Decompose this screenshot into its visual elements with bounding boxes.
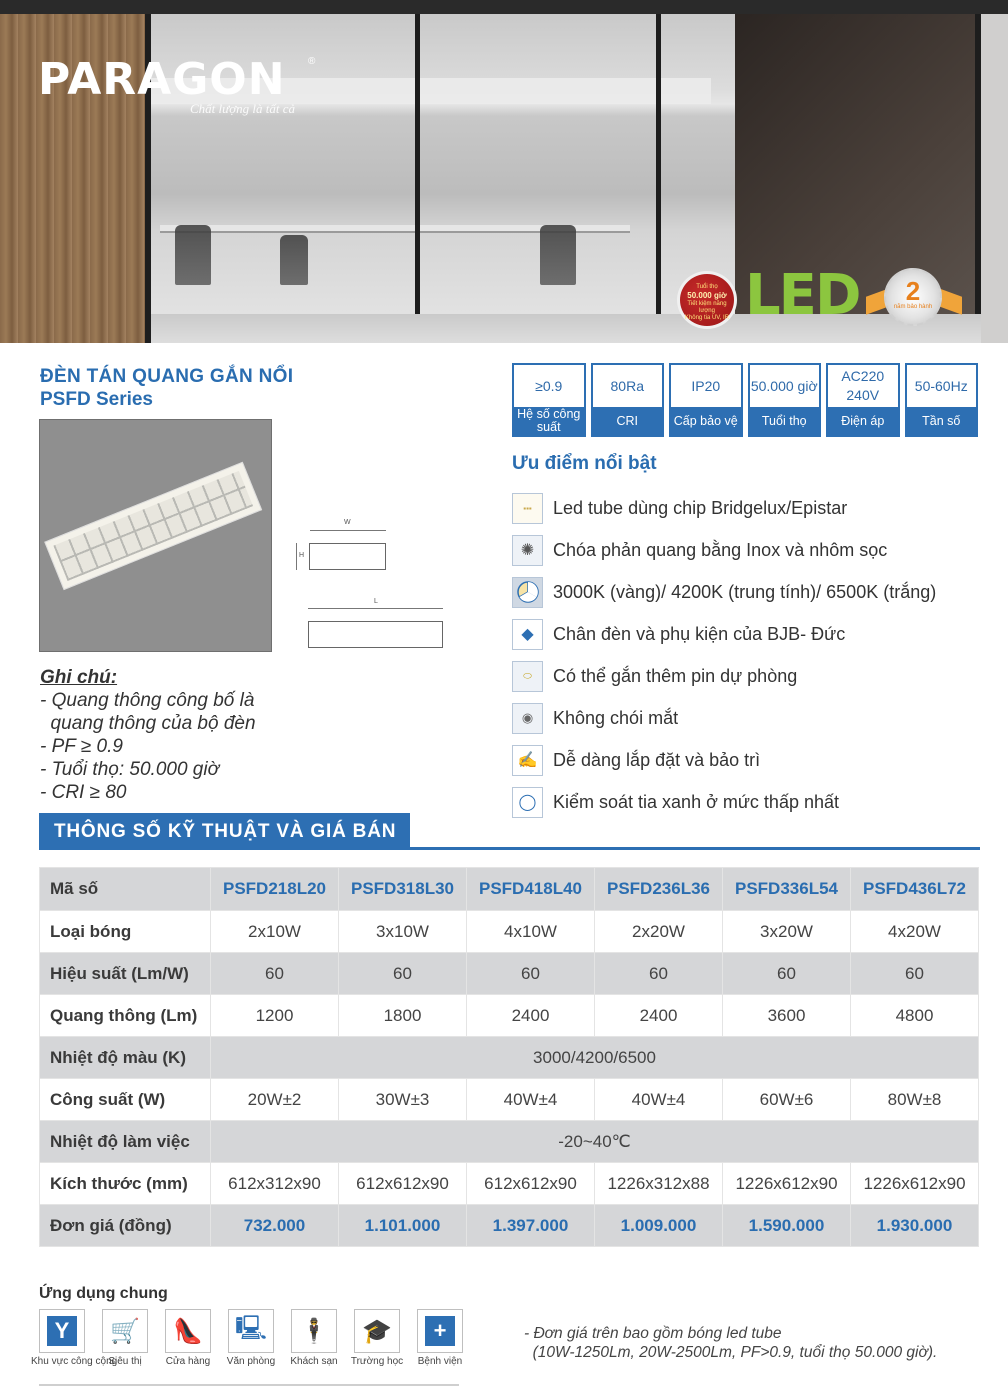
notes-list <box>40 689 256 804</box>
spec-boxes <box>512 363 978 437</box>
table-cell: 2400 <box>467 995 595 1037</box>
blue-light-icon: ◯ <box>512 787 543 818</box>
table-cell: 1226x612x90 <box>851 1163 979 1205</box>
table-cell: 20W±2 <box>211 1079 339 1121</box>
row-header: Mã số <box>40 868 211 911</box>
application-label: Khu vực công cộng <box>31 1356 118 1367</box>
note-line: - CRI ≥ 80 <box>40 782 127 803</box>
led-mark: LED <box>745 263 860 328</box>
advantage-item <box>512 655 936 697</box>
section-header-specs: THÔNG SỐ KỸ THUẬT VÀ GIÁ BÁN <box>39 813 410 849</box>
computer-icon: 🖳 <box>228 1309 274 1353</box>
model-code: PSFD218L20 <box>211 868 339 911</box>
row-header: Nhiệt độ màu (K) <box>40 1037 211 1079</box>
table-cell: 3x20W <box>723 911 851 953</box>
advantage-text: Led tube dùng chip Bridgelux/Epistar <box>553 497 848 518</box>
brand-tagline: Chất lượng là tất cả <box>190 101 296 116</box>
registered-mark: ® <box>308 56 316 67</box>
lifetime-sticker <box>677 271 737 329</box>
spec-ip-rating <box>669 363 743 437</box>
sticker-line: Không tia UV, IR <box>684 315 730 322</box>
height-dimension-line <box>296 543 297 570</box>
glass-mullion <box>415 14 420 314</box>
height-label: H <box>299 552 305 559</box>
row-header: Quang thông (Lm) <box>40 995 211 1037</box>
application-item <box>291 1309 337 1367</box>
spec-value: AC220 240V <box>828 365 898 407</box>
row-header: Đơn giá (đồng) <box>40 1205 211 1247</box>
public-area-icon: Y <box>39 1309 85 1353</box>
table-cell: 3x10W <box>339 911 467 953</box>
troffer-lamp <box>44 462 262 590</box>
table-cell: 80W±8 <box>851 1079 979 1121</box>
spec-label: Tuổi thọ <box>750 407 820 435</box>
high-heel-icon: 👠 <box>165 1309 211 1353</box>
advantage-item <box>512 739 936 781</box>
brand-logo: PARAGON <box>38 54 286 105</box>
price-footnote <box>524 1324 937 1362</box>
length-dimension-line <box>308 608 443 609</box>
footnote-line: - Đơn giá trên bao gồm bóng led tube <box>524 1325 782 1342</box>
spec-cri <box>591 363 665 437</box>
sticker-line: Tuổi thọ <box>696 284 718 290</box>
table-cell: 4x20W <box>851 911 979 953</box>
section-divider <box>39 847 980 850</box>
graduation-cap-icon: 🎓 <box>354 1309 400 1353</box>
louver-grid <box>53 471 253 581</box>
advantage-item <box>512 529 936 571</box>
table-row <box>40 1163 979 1205</box>
warranty-badge <box>884 268 942 326</box>
table-cell: 2400 <box>595 995 723 1037</box>
width-dimension-line <box>310 530 386 531</box>
chair <box>280 235 308 285</box>
table-cell: 60 <box>467 953 595 995</box>
warranty-text: năm bảo hành <box>893 304 933 310</box>
advantages-list <box>512 487 936 823</box>
chair <box>540 225 576 285</box>
row-header: Nhiệt độ làm việc <box>40 1121 211 1163</box>
table-cell: 2x20W <box>595 911 723 953</box>
advantage-item <box>512 487 936 529</box>
spec-power-factor <box>512 363 586 437</box>
spec-value: 50.000 giờ <box>750 365 820 407</box>
shopping-cart-icon: 🛒 <box>102 1309 148 1353</box>
table-cell: 1226x312x88 <box>595 1163 723 1205</box>
advantage-text: Có thể gắn thêm pin dự phòng <box>553 665 798 686</box>
reflector-icon: ✺ <box>512 535 543 566</box>
price-cell: 732.000 <box>211 1205 339 1247</box>
table-cell: 40W±4 <box>595 1079 723 1121</box>
ceiling <box>0 0 1008 14</box>
application-label: Siêu thị <box>108 1356 142 1367</box>
footnote-line: (10W-1250Lm, 20W-2500Lm, PF>0.9, tuổi thọ 50.000 giờ). <box>524 1344 938 1361</box>
eye-icon: ◉ <box>512 703 543 734</box>
table-row <box>40 995 979 1037</box>
chair <box>175 225 211 285</box>
price-cell: 1.397.000 <box>467 1205 595 1247</box>
right-frame <box>981 14 1008 343</box>
led-chip-icon: ▪▪▪ <box>512 493 543 524</box>
model-code: PSFD236L36 <box>595 868 723 911</box>
row-header: Loại bóng <box>40 911 211 953</box>
spec-value: 80Ra <box>593 365 663 407</box>
price-cell: 1.590.000 <box>723 1205 851 1247</box>
row-header: Kích thước (mm) <box>40 1163 211 1205</box>
spec-label: Cấp bảo vệ <box>671 407 741 435</box>
application-label: Bệnh viện <box>417 1356 463 1367</box>
table-row <box>40 1037 979 1079</box>
spec-label: CRI <box>593 407 663 435</box>
product-photo <box>39 419 272 652</box>
table-cell: 612x612x90 <box>467 1163 595 1205</box>
spec-lifetime <box>748 363 822 437</box>
table-cell: 1200 <box>211 995 339 1037</box>
product-series: PSFD Series <box>40 389 153 410</box>
table-cell: 4800 <box>851 995 979 1037</box>
application-item <box>228 1309 274 1367</box>
applications-title: Ứng dụng chung <box>39 1285 168 1302</box>
table-cell-merged: 3000/4200/6500 <box>211 1037 979 1079</box>
row-header: Hiệu suất (Lm/W) <box>40 953 211 995</box>
spec-value: 50-60Hz <box>907 365 977 407</box>
application-label: Khách sạn <box>290 1356 338 1367</box>
advantages-title: Ưu điểm nổi bật <box>512 453 657 474</box>
advantage-item <box>512 781 936 823</box>
table-cell: 4x10W <box>467 911 595 953</box>
spec-label: Điện áp <box>828 407 898 435</box>
width-label: W <box>344 519 351 526</box>
price-cell: 1.930.000 <box>851 1205 979 1247</box>
table-cell: 1226x612x90 <box>723 1163 851 1205</box>
notes-title: Ghi chú: <box>40 667 118 688</box>
table-cell: 2x10W <box>211 911 339 953</box>
application-item <box>102 1309 148 1367</box>
note-line: - Quang thông công bố là <box>40 690 255 711</box>
table-cell: 60W±6 <box>723 1079 851 1121</box>
row-header: Công suất (W) <box>40 1079 211 1121</box>
application-item <box>31 1309 118 1367</box>
advantage-item <box>512 697 936 739</box>
spec-label: Tần số <box>907 407 977 435</box>
table-cell: 3600 <box>723 995 851 1037</box>
table-cell-merged: -20~40℃ <box>211 1121 979 1163</box>
spec-value: ≥0.9 <box>514 365 584 407</box>
table-cell: 612x612x90 <box>339 1163 467 1205</box>
width-profile-box <box>309 543 386 570</box>
spec-frequency <box>905 363 979 437</box>
hero-banner <box>0 0 1008 343</box>
table-cell: 1800 <box>339 995 467 1037</box>
application-item <box>417 1309 463 1367</box>
table-row <box>40 1121 979 1163</box>
advantage-item <box>512 571 936 613</box>
application-item <box>350 1309 404 1367</box>
advantage-text: Chóa phản quang bằng Inox và nhôm sọc <box>553 539 888 560</box>
glass-mullion <box>656 14 661 314</box>
table-row <box>40 911 979 953</box>
hospital-cross-icon: + <box>417 1309 463 1353</box>
table-cell: 60 <box>211 953 339 995</box>
waiter-icon: 🕴 <box>291 1309 337 1353</box>
sticker-line: Tiết kiệm năng lượng <box>687 300 727 314</box>
diamond-icon: ◆ <box>512 619 543 650</box>
application-label: Văn phòng <box>226 1356 276 1367</box>
model-code: PSFD418L40 <box>467 868 595 911</box>
advantage-text: Không chói mắt <box>553 707 679 728</box>
table-cell: 612x312x90 <box>211 1163 339 1205</box>
advantage-text: Kiểm soát tia xanh ở mức thấp nhất <box>553 791 839 812</box>
model-code: PSFD436L72 <box>851 868 979 911</box>
application-label: Cửa hàng <box>165 1356 211 1367</box>
spec-voltage <box>826 363 900 437</box>
product-title: ĐÈN TÁN QUANG GẮN NỔI <box>40 366 294 387</box>
table-header-row <box>40 868 979 911</box>
spec-price-table <box>39 867 979 1247</box>
length-label: L <box>374 598 378 605</box>
length-profile-box <box>308 621 443 648</box>
note-line: - Tuổi thọ: 50.000 giờ <box>40 759 220 780</box>
warranty-years: 2 <box>905 276 921 306</box>
application-item <box>165 1309 211 1367</box>
note-line: - PF ≥ 0.9 <box>40 736 123 757</box>
price-cell: 1.009.000 <box>595 1205 723 1247</box>
sticker-hours: 50.000 giờ <box>687 291 727 301</box>
table-row-price <box>40 1205 979 1247</box>
emergency-battery-icon: ⬭ <box>512 661 543 692</box>
note-line: quang thông của bộ đèn <box>40 713 256 734</box>
table-cell: 40W±4 <box>467 1079 595 1121</box>
table-row <box>40 953 979 995</box>
table-row <box>40 1079 979 1121</box>
advantage-text: Chân đèn và phụ kiện của BJB- Đức <box>553 623 846 644</box>
spec-label: Hệ số công suất <box>514 407 584 435</box>
table-cell: 60 <box>723 953 851 995</box>
applications-list <box>31 1309 463 1367</box>
price-cell: 1.101.000 <box>339 1205 467 1247</box>
table-cell: 30W±3 <box>339 1079 467 1121</box>
advantage-item <box>512 613 936 655</box>
table-cell: 60 <box>595 953 723 995</box>
spec-value: IP20 <box>671 365 741 407</box>
wrench-thumbs-up-icon: ✍ <box>512 745 543 776</box>
table-cell: 60 <box>339 953 467 995</box>
advantage-text: 3000K (vàng)/ 4200K (trung tính)/ 6500K (trắng) <box>553 581 937 602</box>
advantage-text: Dễ dàng lắp đặt và bảo trì <box>553 749 761 770</box>
application-label: Trường học <box>350 1356 404 1367</box>
model-code: PSFD318L30 <box>339 868 467 911</box>
model-code: PSFD336L54 <box>723 868 851 911</box>
table-cell: 60 <box>851 953 979 995</box>
color-temperature-icon <box>512 577 543 608</box>
